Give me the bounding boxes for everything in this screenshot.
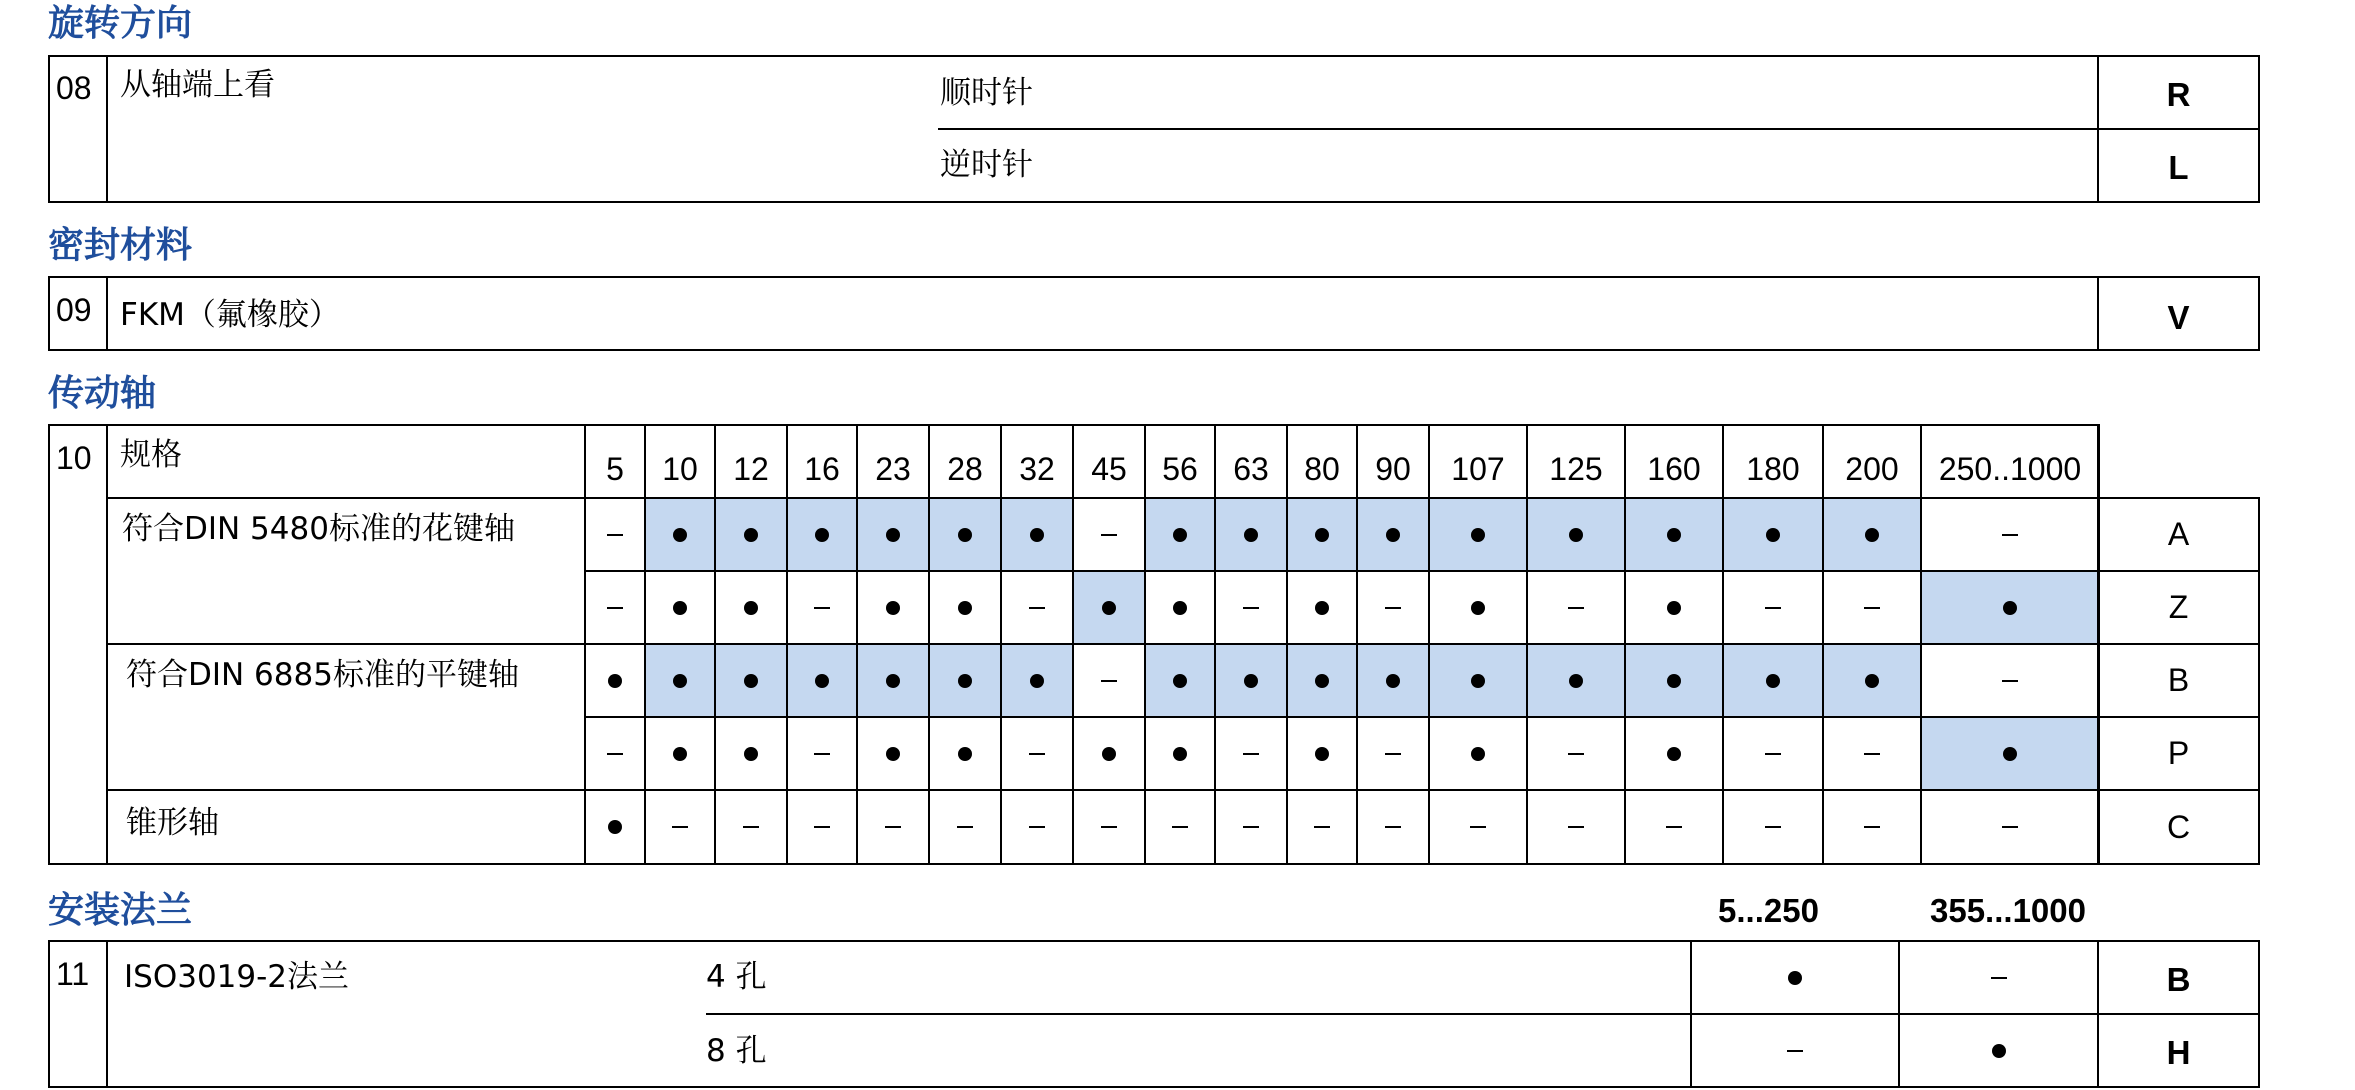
row-number: 11 [56,956,90,992]
availability-cell [1358,791,1428,863]
bullet-mark [1667,601,1681,615]
shaft-code-a: A [2167,516,2190,552]
dash-mark [957,826,973,828]
bullet-mark [1173,674,1187,688]
shaft-group-tapered: 锥形轴 [126,805,219,841]
bullet-mark [886,747,900,761]
availability-cell [858,645,928,716]
dash-mark [1029,607,1045,609]
dash-mark [1314,826,1330,828]
size-header: 23 [875,451,911,487]
availability-cell [1528,499,1624,570]
availability-cell [586,645,644,716]
availability-cell [1074,791,1144,863]
availability-cell [788,791,856,863]
dash-mark [1568,753,1584,755]
size-header: 90 [1375,451,1411,487]
bullet-mark [1569,674,1583,688]
bullet-mark [1667,528,1681,542]
bullet-mark [1315,747,1329,761]
dash-mark [814,607,830,609]
availability-cell [646,791,714,863]
bullet-mark [673,601,687,615]
bullet-mark [886,528,900,542]
availability-cell [788,499,856,570]
availability-cell [1724,718,1822,789]
availability-cell [1074,572,1144,643]
section-title-rotation: 旋转方向 [48,3,193,44]
flange-cell [1692,942,1898,1013]
size-header: 45 [1091,451,1127,487]
availability-cell [1724,645,1822,716]
availability-cell [788,572,856,643]
availability-cell [586,499,644,570]
shaft-code-c: C [2166,808,2191,845]
availability-cell [1358,499,1428,570]
dash-mark [1101,826,1117,828]
bullet-mark [815,674,829,688]
dash-mark [1029,753,1045,755]
bullet-mark [1992,1044,2006,1058]
availability-cell [646,572,714,643]
dash-mark [1029,826,1045,828]
availability-cell [1626,499,1722,570]
availability-cell [1358,572,1428,643]
availability-cell [716,791,786,863]
bullet-mark [673,528,687,542]
availability-cell [1216,645,1286,716]
bullet-mark [1766,674,1780,688]
availability-cell [1430,572,1526,643]
bullet-mark [608,674,622,688]
availability-cell [1146,791,1214,863]
bullet-mark [1030,528,1044,542]
dash-mark [1243,753,1259,755]
shaft-code-z: Z [2168,589,2189,625]
availability-cell [1922,645,2098,716]
size-header: 160 [1647,451,1701,487]
availability-cell [930,645,1000,716]
availability-cell [788,718,856,789]
bullet-mark [1865,528,1879,542]
spec-label: 规格 [120,437,182,473]
seal-description: FKM（氟橡胶） [120,297,340,333]
size-header: 5 [606,451,624,487]
code-b-flange: B [2166,961,2191,998]
rotation-description: 从轴端上看 [120,67,275,103]
dash-mark [1666,826,1682,828]
dash-mark [1101,680,1117,682]
availability-cell [1074,499,1144,570]
availability-cell [1626,645,1722,716]
bullet-mark [958,601,972,615]
availability-cell [1626,718,1722,789]
shaft-code-b: B [2167,662,2190,698]
availability-cell [1358,645,1428,716]
bullet-mark [958,528,972,542]
availability-cell [858,718,928,789]
dash-mark [1864,826,1880,828]
flange-col-header-large: 355...1000 [1930,892,2086,929]
availability-cell [1922,791,2098,863]
bullet-mark [958,674,972,688]
availability-cell [930,499,1000,570]
availability-cell [1146,645,1214,716]
bullet-mark [1766,528,1780,542]
bullet-mark [1569,528,1583,542]
availability-cell [1358,718,1428,789]
dash-mark [1864,607,1880,609]
availability-cell [930,791,1000,863]
code-h-flange: H [2166,1034,2191,1071]
availability-cell [1430,718,1526,789]
size-header: 16 [804,451,840,487]
availability-cell [788,645,856,716]
bullet-mark [673,674,687,688]
shaft-group-parallel-key: 符合DIN 6885标准的平键轴 [126,657,519,693]
flange-option-8-holes: 8 孔 [706,1033,767,1069]
dash-mark [607,607,623,609]
availability-cell [930,718,1000,789]
availability-cell [586,718,644,789]
dash-mark [1385,753,1401,755]
availability-cell [1002,791,1072,863]
size-header: 28 [947,451,983,487]
availability-cell [1626,572,1722,643]
availability-cell [1528,718,1624,789]
size-header: 63 [1233,451,1269,487]
bullet-mark [958,747,972,761]
availability-cell [1724,499,1822,570]
availability-cell [858,499,928,570]
availability-cell [1002,499,1072,570]
dash-mark [814,826,830,828]
size-header: 32 [1019,451,1055,487]
dash-mark [1765,753,1781,755]
availability-cell [1922,499,2098,570]
row-number: 09 [56,292,92,328]
availability-cell [1528,572,1624,643]
shaft-code-p: P [2167,735,2190,771]
availability-cell [1288,645,1356,716]
availability-cell [1922,572,2098,643]
availability-cell [1824,572,1920,643]
bullet-mark [1315,528,1329,542]
bullet-mark [1315,674,1329,688]
availability-cell [1146,572,1214,643]
bullet-mark [1471,601,1485,615]
availability-cell [1824,718,1920,789]
availability-cell [646,645,714,716]
flange-cell [1900,1015,2097,1086]
availability-cell [716,499,786,570]
availability-cell [646,499,714,570]
flange-option-4-holes: 4 孔 [706,959,767,995]
bullet-mark [608,820,622,834]
bullet-mark [1102,601,1116,615]
dash-mark [1243,607,1259,609]
flange-cell [1900,942,2097,1013]
availability-cell [1724,572,1822,643]
availability-cell [1824,791,1920,863]
availability-cell [716,718,786,789]
availability-cell [1288,791,1356,863]
size-header: 10 [662,451,698,487]
section-title-shaft: 传动轴 [48,373,157,414]
bullet-mark [1244,674,1258,688]
availability-cell [1824,645,1920,716]
availability-cell [1216,499,1286,570]
size-header: 12 [733,451,769,487]
availability-cell [1216,718,1286,789]
size-header: 125 [1549,451,1603,487]
availability-cell [1528,645,1624,716]
bullet-mark [815,528,829,542]
dash-mark [1765,607,1781,609]
bullet-mark [744,674,758,688]
dash-mark [2002,534,2018,536]
size-header: 200 [1845,451,1899,487]
bullet-mark [1244,528,1258,542]
bullet-mark [1471,747,1485,761]
availability-cell [1824,499,1920,570]
size-header: 107 [1451,451,1505,487]
dash-mark [1568,607,1584,609]
bullet-mark [1471,674,1485,688]
section-title-seal: 密封材料 [48,225,193,266]
code-l: L [2168,149,2189,186]
availability-cell [1002,645,1072,716]
availability-cell [1146,499,1214,570]
availability-cell [1074,718,1144,789]
flange-description: ISO3019-2法兰 [124,959,350,995]
availability-cell [586,572,644,643]
availability-cell [1528,791,1624,863]
dash-mark [2002,680,2018,682]
dash-mark [2002,826,2018,828]
availability-cell [1002,718,1072,789]
code-v: V [2167,299,2190,336]
availability-cell [716,645,786,716]
code-r: R [2166,76,2191,113]
availability-cell [1626,791,1722,863]
availability-cell [1922,718,2098,789]
dash-mark [672,826,688,828]
availability-cell [716,572,786,643]
bullet-mark [1173,528,1187,542]
bullet-mark [1173,747,1187,761]
option-label-counterclockwise: 逆时针 [940,147,1033,183]
flange-col-header-small: 5...250 [1718,892,1819,929]
availability-cell [1002,572,1072,643]
dash-mark [1787,1050,1803,1052]
availability-cell [858,791,928,863]
dash-mark [1765,826,1781,828]
bullet-mark [2003,747,2017,761]
bullet-mark [886,674,900,688]
shaft-group-spline: 符合DIN 5480标准的花键轴 [122,511,515,547]
size-header: 180 [1746,451,1800,487]
dash-mark [1470,826,1486,828]
dash-mark [814,753,830,755]
dash-mark [743,826,759,828]
bullet-mark [744,528,758,542]
bullet-mark [1471,528,1485,542]
availability-cell [1724,791,1822,863]
availability-cell [1146,718,1214,789]
size-header: 56 [1162,451,1198,487]
availability-cell [1074,645,1144,716]
row-number: 08 [56,70,92,106]
bullet-mark [1315,601,1329,615]
availability-cell [1430,499,1526,570]
bullet-mark [1667,747,1681,761]
option-label-clockwise: 顺时针 [940,75,1033,111]
availability-cell [586,791,644,863]
availability-cell [1430,791,1526,863]
flange-cell [1692,1015,1898,1086]
dash-mark [1172,826,1188,828]
dash-mark [1568,826,1584,828]
dash-mark [1385,607,1401,609]
availability-cell [1288,718,1356,789]
dash-mark [1101,534,1117,536]
section-title-flange: 安装法兰 [48,890,193,931]
bullet-mark [1667,674,1681,688]
size-header: 250..1000 [1938,451,2082,487]
dash-mark [885,826,901,828]
availability-cell [646,718,714,789]
dash-mark [1864,753,1880,755]
dash-mark [1385,826,1401,828]
bullet-mark [744,601,758,615]
bullet-mark [1173,601,1187,615]
bullet-mark [886,601,900,615]
bullet-mark [2003,601,2017,615]
bullet-mark [1386,674,1400,688]
dash-mark [1991,977,2007,979]
bullet-mark [673,747,687,761]
availability-cell [1430,645,1526,716]
bullet-mark [1102,747,1116,761]
bullet-mark [1788,971,1802,985]
bullet-mark [1865,674,1879,688]
dash-mark [607,534,623,536]
availability-cell [1288,499,1356,570]
dash-mark [1243,826,1259,828]
availability-cell [1216,572,1286,643]
availability-cell [1216,791,1286,863]
row-number: 10 [56,440,92,476]
bullet-mark [744,747,758,761]
dash-mark [607,753,623,755]
availability-cell [930,572,1000,643]
size-header: 80 [1304,451,1340,487]
availability-cell [858,572,928,643]
availability-cell [1288,572,1356,643]
bullet-mark [1030,674,1044,688]
bullet-mark [1386,528,1400,542]
